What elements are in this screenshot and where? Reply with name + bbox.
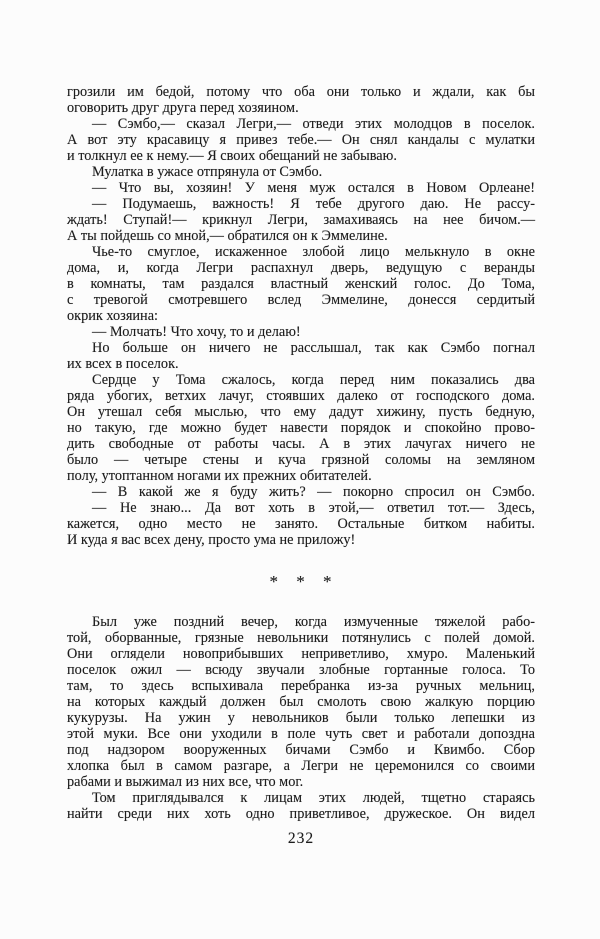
text-line: кукурузы. На ужин у невольников были только лепешки из	[67, 710, 535, 726]
text-line: с тревогой смотревшего вслед Эммелине, донесся сердитый	[67, 292, 535, 308]
text-line: но такую, где можно будет навести порядок и спокойно прово-	[67, 420, 535, 436]
text-line: окрик хозяина:	[67, 308, 159, 324]
text-line: их всех в поселок.	[67, 356, 179, 372]
text-line: под надзором вооруженных бичами Сэмбо и Квимбо. Сбор	[67, 742, 535, 758]
text-line: Он утешал себя мыслью, что ему дадут хижину, пусть бедную,	[67, 404, 535, 420]
text-line: грозили им бедой, потому что оба они только и ждали, как бы	[67, 84, 535, 100]
text-line: и толкнул ее к нему.— Я своих обещаний не забываю.	[67, 148, 397, 164]
text-line: в комнаты, там раздался властный женский голос. До Тома,	[67, 276, 535, 292]
text-line: полу, утоптанном ногами их прежних обитателей.	[67, 468, 372, 484]
text-line: Был уже поздний вечер, когда измученные тяжелой рабо-	[92, 614, 535, 630]
text-line: — Что вы, хозяин! У меня муж остался в Новом Орлеане!	[92, 180, 535, 196]
text-line: хлопка был в самом разгаре, а Легри не церемонился со своими	[67, 758, 535, 774]
text-line: А ты пойдешь со мной,— обратился он к Эммелине.	[67, 228, 388, 244]
text-line: — Сэмбо,— сказал Легри,— отведи этих молодцов в поселок.	[92, 116, 535, 132]
text-line: найти среди них хоть одно приветливое, дружеское. Он видел	[67, 806, 535, 822]
text-line: И куда я вас всех дену, просто ума не приложу!	[67, 532, 356, 548]
text-line: — Молчать! Что хочу, то и делаю!	[92, 324, 301, 340]
text-line: — Подумаешь, важность! Я тебе другого даю. Не рассу-	[92, 196, 535, 212]
text-line: там, то здесь вспыхивала перебранка из-за ручных мельниц,	[67, 678, 535, 694]
text-line: дома, и, когда Легри распахнул дверь, ведущую с веранды	[67, 260, 535, 276]
text-line: дить свободные от работы часы. А в этих лачугах ничего не	[67, 436, 535, 452]
text-line: — В какой же я буду жить? — покорно спросил он Сэмбо.	[92, 484, 535, 500]
page-text	[67, 84, 535, 847]
text-line: той, оборванные, грязные невольники потянулись с полей домой.	[67, 630, 535, 646]
text-line: Мулатка в ужасе отпрянула от Сэмбо.	[92, 164, 323, 180]
text-line: оговорить друг друга перед хозяином.	[67, 100, 299, 116]
text-line: Том приглядывался к лицам этих людей, тщетно стараясь	[92, 790, 535, 806]
text-line: на которых каждый должен был смолоть свою жалкую порцию	[67, 694, 535, 710]
text-line: этой муки. Все они уходили в поле чуть свет и работали допоздна	[67, 726, 535, 742]
text-line: А вот эту красавицу я привез тебе.— Он снял кандалы с мулатки	[67, 132, 535, 148]
text-line: ждать! Ступай!— крикнул Легри, замахиваясь на нее бичом.—	[67, 212, 535, 228]
text-line: Сердце у Тома сжалось, когда перед ним показались два	[92, 372, 535, 388]
text-line: ряда убогих, ветхих лачуг, стоявших далеко от господского дома.	[67, 388, 535, 404]
text-line: поселок ожил — всюду звучали злобные гортанные голоса. То	[67, 662, 535, 678]
text-line: — Не знаю... Да вот хоть в этой,— ответил тот.— Здесь,	[92, 500, 535, 516]
text-line: рабами и выжимал из них все, что мог.	[67, 774, 304, 790]
text-line: кажется, одно место не занято. Остальные битком набиты.	[67, 516, 535, 532]
page-number: 232	[287, 830, 315, 847]
text-line: Чье-то смуглое, искаженное злобой лицо мелькнуло в окне	[92, 244, 535, 260]
text-line: было — четыре стены и куча грязной соломы на земляном	[67, 452, 535, 468]
section-separator: * * *	[269, 572, 333, 591]
text-line: Но больше он ничего не расслышал, так как Сэмбо погнал	[92, 340, 535, 356]
text-line: Они оглядели новоприбывших неприветливо, хмуро. Маленький	[67, 646, 535, 662]
